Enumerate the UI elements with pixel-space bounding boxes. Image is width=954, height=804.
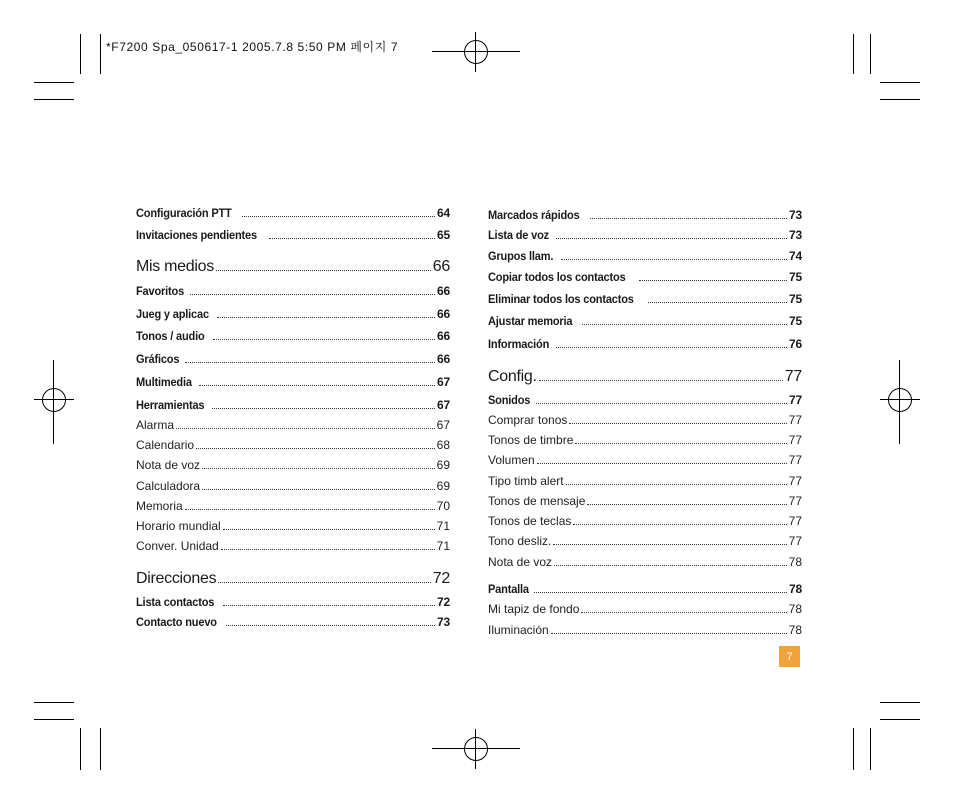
crop-mark [34,82,74,83]
crop-mark [880,702,920,703]
toc-entry-page: 78 [788,623,802,637]
crop-mark [880,719,920,720]
toc-entry-page: 77 [788,514,802,528]
toc-entry-page: 77 [789,393,802,407]
leader-dots [226,625,435,626]
toc-entry-page: 77 [788,534,802,548]
toc-entry-page: 78 [789,582,802,596]
toc-entry-page: 77 [784,368,802,385]
toc-entry [488,474,802,488]
leader-dots [553,544,786,545]
toc-entry-label: Contacto nuevo [136,615,217,629]
crop-mark [100,728,101,770]
toc-entry-label: Lista contactos [136,595,215,609]
toc-entry [136,615,450,629]
toc-entry-label: Ajustar memoria [488,314,573,328]
toc-entry-page: 67 [436,418,450,432]
leader-dots [539,380,783,381]
toc-entry-page: 66 [437,329,450,343]
leader-dots [202,468,435,469]
crop-mark [870,34,871,74]
leader-dots [573,524,786,525]
leader-dots [213,339,436,340]
toc-entry [488,292,802,306]
toc-entry [488,368,802,386]
toc-entry [136,458,450,472]
toc-entry [136,284,450,298]
toc-entry-label: Memoria [136,499,183,513]
leader-dots [196,448,435,449]
leader-dots [556,347,787,348]
crop-mark [853,34,854,74]
toc-entry-page: 68 [436,438,450,452]
toc-entry-label: Lista de voz [488,228,549,242]
toc-entry-page: 66 [437,352,450,366]
toc-entry [136,479,450,493]
toc-entry-page: 71 [436,519,450,533]
page-number-badge: 7 [779,646,800,667]
leader-dots [566,484,787,485]
crop-mark [80,728,81,770]
toc-entry [488,270,802,284]
toc-entry [488,413,802,427]
toc-entry-page: 69 [436,458,450,472]
toc-entry [136,595,450,609]
toc-entry-page: 77 [788,433,802,447]
toc-entry-label: Iluminación [488,623,549,637]
toc-entry-label: Calculadora [136,479,201,493]
crop-mark [80,34,81,74]
toc-entry-label: Mi tapiz de fondo [488,602,580,616]
leader-dots [582,324,787,325]
toc-entry [488,393,802,407]
toc-entry [488,453,802,467]
toc-entry [488,494,802,508]
toc-entry [136,398,450,412]
toc-entry [488,534,802,548]
toc-entry [488,337,802,351]
toc-entry [136,307,450,321]
crop-mark [853,728,854,770]
toc-entry-page: 75 [789,314,802,328]
leader-dots [216,270,431,271]
toc-entry-label: Direcciones [136,570,217,587]
toc-entry-label: Información [488,337,550,351]
toc-entry-label: Grupos llam. [488,249,554,263]
toc-entry [136,570,450,588]
toc-entry-label: Tipo timb alert [488,474,564,488]
leader-dots [221,549,435,550]
leader-dots [218,582,431,583]
toc-entry-page: 75 [789,270,802,284]
toc-entry-page: 71 [436,539,450,553]
toc-entry-page: 77 [788,474,802,488]
crop-mark [34,99,74,100]
leader-dots [269,238,435,239]
toc-entry-label: Comprar tonos [488,413,568,427]
toc-entry-page: 66 [432,258,450,275]
toc-entry-page: 76 [789,337,802,351]
leader-dots [185,362,435,363]
toc-entry-label: Volumen [488,453,535,467]
toc-entry-label: Pantalla [488,582,529,596]
toc-entry [136,418,450,432]
toc-entry [488,514,802,528]
registration-mark [34,380,74,420]
toc-entry-label: Invitaciones pendientes [136,228,257,242]
toc-entry [488,582,802,596]
crop-mark [34,719,74,720]
leader-dots [199,385,435,386]
toc-entry-page: 75 [789,292,802,306]
toc-entry-page: 78 [788,602,802,616]
toc-entry [136,258,450,276]
registration-mark [456,729,496,769]
toc-entry-label: Eliminar todos los contactos [488,292,634,306]
toc-entry-page: 66 [437,307,450,321]
toc-entry-page: 77 [788,413,802,427]
toc-entry [136,228,450,242]
registration-mark [456,32,496,72]
toc-entry-label: Tonos de timbre [488,433,574,447]
toc-entry-page: 70 [436,499,450,513]
toc-entry-label: Tono desliz. [488,534,552,548]
toc-entry-page: 73 [789,228,802,242]
leader-dots [581,612,786,613]
leader-dots [212,408,435,409]
toc-entry [488,208,802,222]
leader-dots [590,218,788,219]
leader-dots [223,605,435,606]
toc-entry [136,438,450,452]
toc-entry-page: 67 [437,398,450,412]
toc-entry-page: 72 [432,570,450,587]
leader-dots [587,504,786,505]
toc-entry-page: 64 [437,206,450,220]
crop-mark [34,702,74,703]
leader-dots [223,529,435,530]
leader-dots [185,509,435,510]
toc-entry [136,499,450,513]
crop-mark [870,728,871,770]
toc-entry [488,555,802,569]
toc-entry-page: 78 [788,555,802,569]
toc-entry-label: Multimedia [136,375,192,389]
toc-entry-label: Tonos / audio [136,329,205,343]
toc-entry-label: Alarma [136,418,175,432]
leader-dots [537,463,787,464]
toc-entry-label: Marcados rápidos [488,208,580,222]
toc-entry-label: Conver. Unidad [136,539,219,553]
toc-entry-label: Gráficos [136,352,180,366]
toc-entry [136,539,450,553]
toc-entry-label: Horario mundial [136,519,221,533]
toc-entry-label: Nota de voz [488,555,553,569]
leader-dots [639,280,787,281]
toc-entry [488,602,802,616]
registration-mark [880,380,920,420]
leader-dots [561,259,787,260]
toc-entry-label: Calendario [136,438,195,452]
toc-entry [136,519,450,533]
toc-entry-page: 72 [437,595,450,609]
crop-mark [880,99,920,100]
toc-entry [488,314,802,328]
leader-dots [556,238,787,239]
leader-dots [554,565,787,566]
toc-entry [136,375,450,389]
leader-dots [202,489,435,490]
toc-entry-page: 77 [788,453,802,467]
crop-mark [100,34,101,74]
toc-entry [488,623,802,637]
toc-entry-page: 65 [437,228,450,242]
leader-dots [217,317,435,318]
leader-dots [551,633,787,634]
toc-entry-label: Copiar todos los contactos [488,270,626,284]
toc-entry-page: 66 [437,284,450,298]
toc-entry [136,329,450,343]
toc-entry-label: Jueg y aplicac [136,307,209,321]
toc-entry-label: Mis medios [136,258,214,275]
leader-dots [569,423,786,424]
toc-entry [488,228,802,242]
toc-entry-label: Sonidos [488,393,531,407]
leader-dots [536,403,787,404]
toc-entry [488,433,802,447]
print-slug: *F7200 Spa_050617-1 2005.7.8 5:50 PM 페이지 7 [106,40,399,54]
toc-entry-label: Tonos de teclas [488,514,572,528]
leader-dots [648,302,787,303]
toc-entry-page: 67 [437,375,450,389]
leader-dots [176,428,435,429]
toc-entry [488,249,802,263]
toc-entry-page: 74 [789,249,802,263]
leader-dots [534,592,787,593]
toc-entry-label: Tonos de mensaje [488,494,586,508]
toc-entry-label: Nota de voz [136,458,201,472]
toc-entry-page: 77 [788,494,802,508]
toc-entry [136,206,450,220]
leader-dots [575,443,786,444]
toc-entry-page: 69 [436,479,450,493]
toc-entry [136,352,450,366]
leader-dots [190,294,435,295]
toc-entry-label: Configuración PTT [136,206,232,220]
toc-entry-label: Favoritos [136,284,185,298]
leader-dots [242,216,435,217]
toc-entry-label: Herramientas [136,398,205,412]
crop-mark [880,82,920,83]
toc-entry-page: 73 [437,615,450,629]
toc-entry-page: 73 [789,208,802,222]
toc-entry-label: Config. [488,368,537,385]
